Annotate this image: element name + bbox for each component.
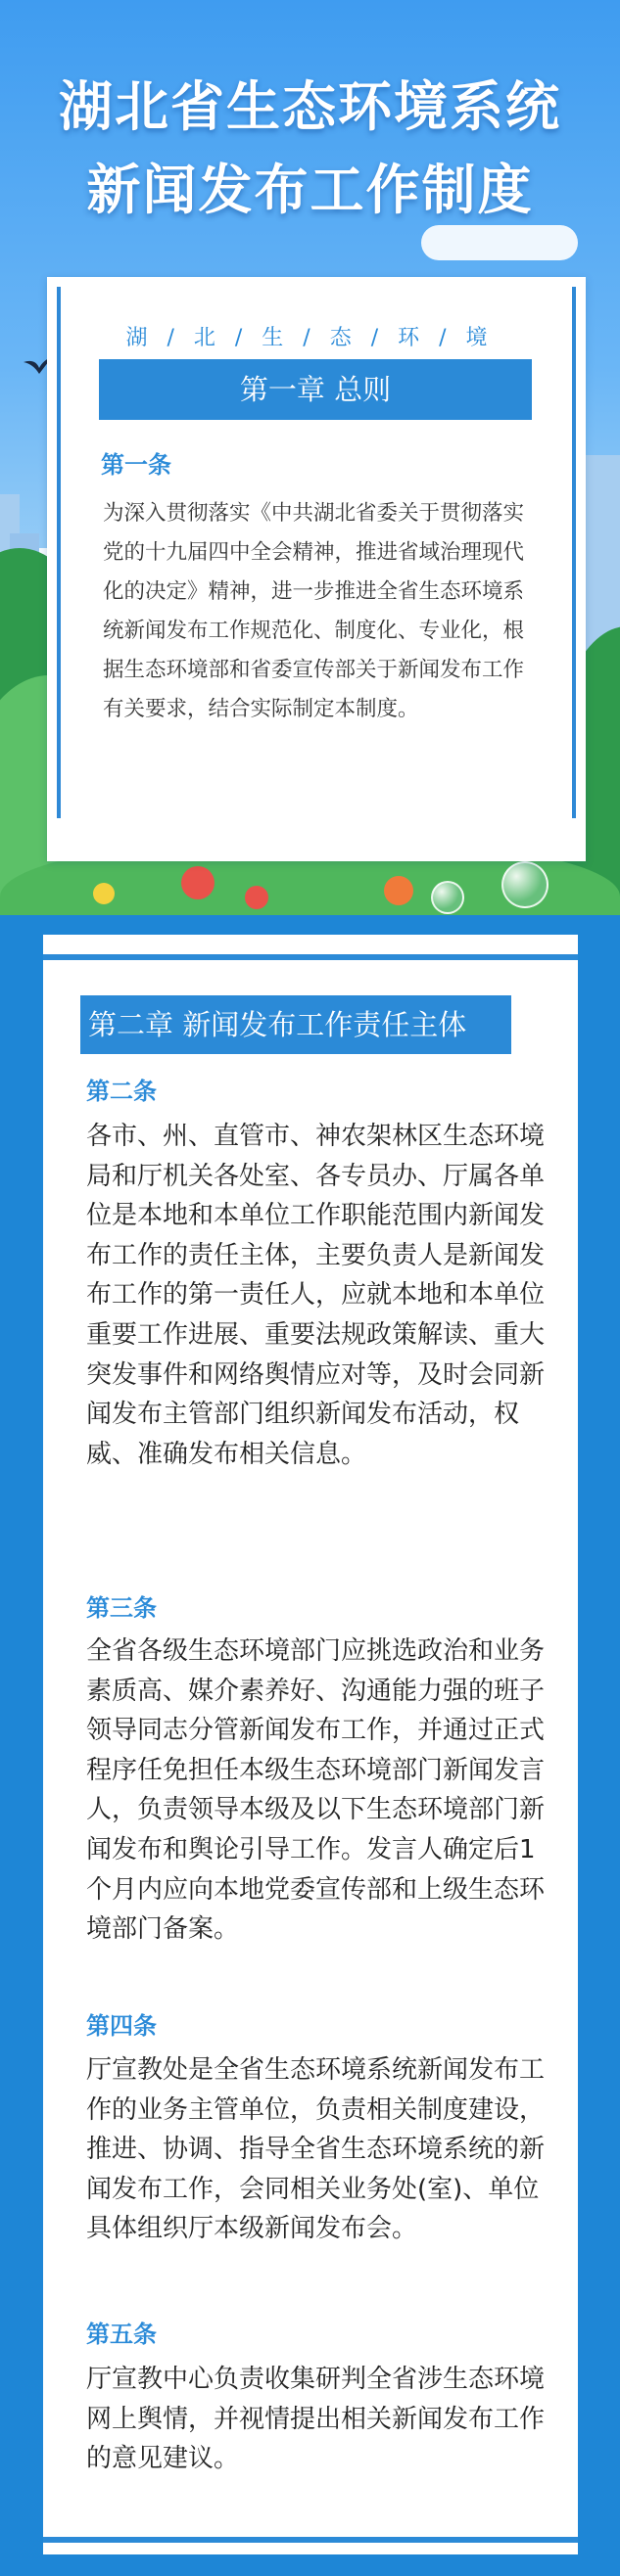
chapter2-card (43, 935, 578, 2554)
card-top-border (43, 954, 578, 960)
card-bottom-border (43, 2537, 578, 2543)
bubble-decoration (501, 861, 548, 908)
article-body: 厅宣教中心负责收集研判全省涉生态环境网上舆情，并视情提出相关新闻发布工作的意见建议。 (86, 2365, 546, 2474)
chapter1-heading: 第一章 总则 (99, 359, 532, 420)
chapter1-card (47, 277, 586, 861)
flower-decoration (384, 876, 413, 905)
article-title: 第二条 (86, 1078, 157, 1105)
cloud-decoration (421, 225, 578, 260)
article-title: 第四条 (86, 2012, 157, 2040)
flower-decoration (245, 886, 268, 909)
article-body: 全省各级生态环境部门应挑选政治和业务素质高、媒介素养好、沟通能力强的班子领导同志分管新闻发布工作，并通过正式程序任免担任本级生态环境部门新闻发言人，负责领导本级及以下生态环境部门新闻发布和舆论引导工作。发言人确定后1个月内应向本地党委宣传部和上级生态环境部门备案。 (86, 1636, 546, 1945)
article-body: 厅宣教处是全省生态环境系统新闻发布工作的业务主管单位，负责相关制度建设，推进、协调、指导全省生态环境系统的新闻发布工作，会同相关业务处(室)、单位具体组织厅本级新闻发布会。 (86, 2055, 546, 2244)
card-right-border (572, 287, 576, 818)
flower-decoration (93, 883, 115, 904)
page-title-line1: 湖北省生态环境系统 (58, 75, 561, 138)
page-title-line2: 新闻发布工作制度 (86, 159, 534, 221)
article-title: 第五条 (86, 2321, 157, 2348)
article-body: 各市、州、直管市、神农架林区生态环境局和厅机关各处室、各专员办、厅属各单位是本地和本单位工作职能范围内新闻发布工作的责任主体，主要负责人是新闻发布工作的第一责任人，应就本地和本单位重要工作进展、重要法规政策解读、重大突发事件和网络舆情应对等，及时会同新闻发布主管部门组织新闻发布活动，权威、准确发布相关信息。 (86, 1122, 546, 1469)
hero-banner (0, 0, 620, 915)
spaced-label-text: 湖/北/生/态/环/境 (125, 326, 507, 350)
article-body: 为深入贯彻落实《中共湖北省委关于贯彻落实党的十九届四中全会精神，推进省域治理现代化的决定》精神，进一步推进全省生态环境系统新闻发布工作规范化、制度化、专业化，根据生态环境部和省委宣传部关于新闻发布工作有关要求，结合实际制定本制度。 (103, 501, 525, 721)
card-left-border (57, 287, 61, 818)
article-title: 第一条 (101, 451, 171, 479)
flower-decoration (181, 866, 215, 899)
article-title: 第三条 (86, 1594, 157, 1622)
chapter2-heading: 第二章 新闻发布工作责任主体 (80, 995, 511, 1054)
bubble-decoration (431, 881, 464, 914)
spaced-label (47, 321, 586, 351)
